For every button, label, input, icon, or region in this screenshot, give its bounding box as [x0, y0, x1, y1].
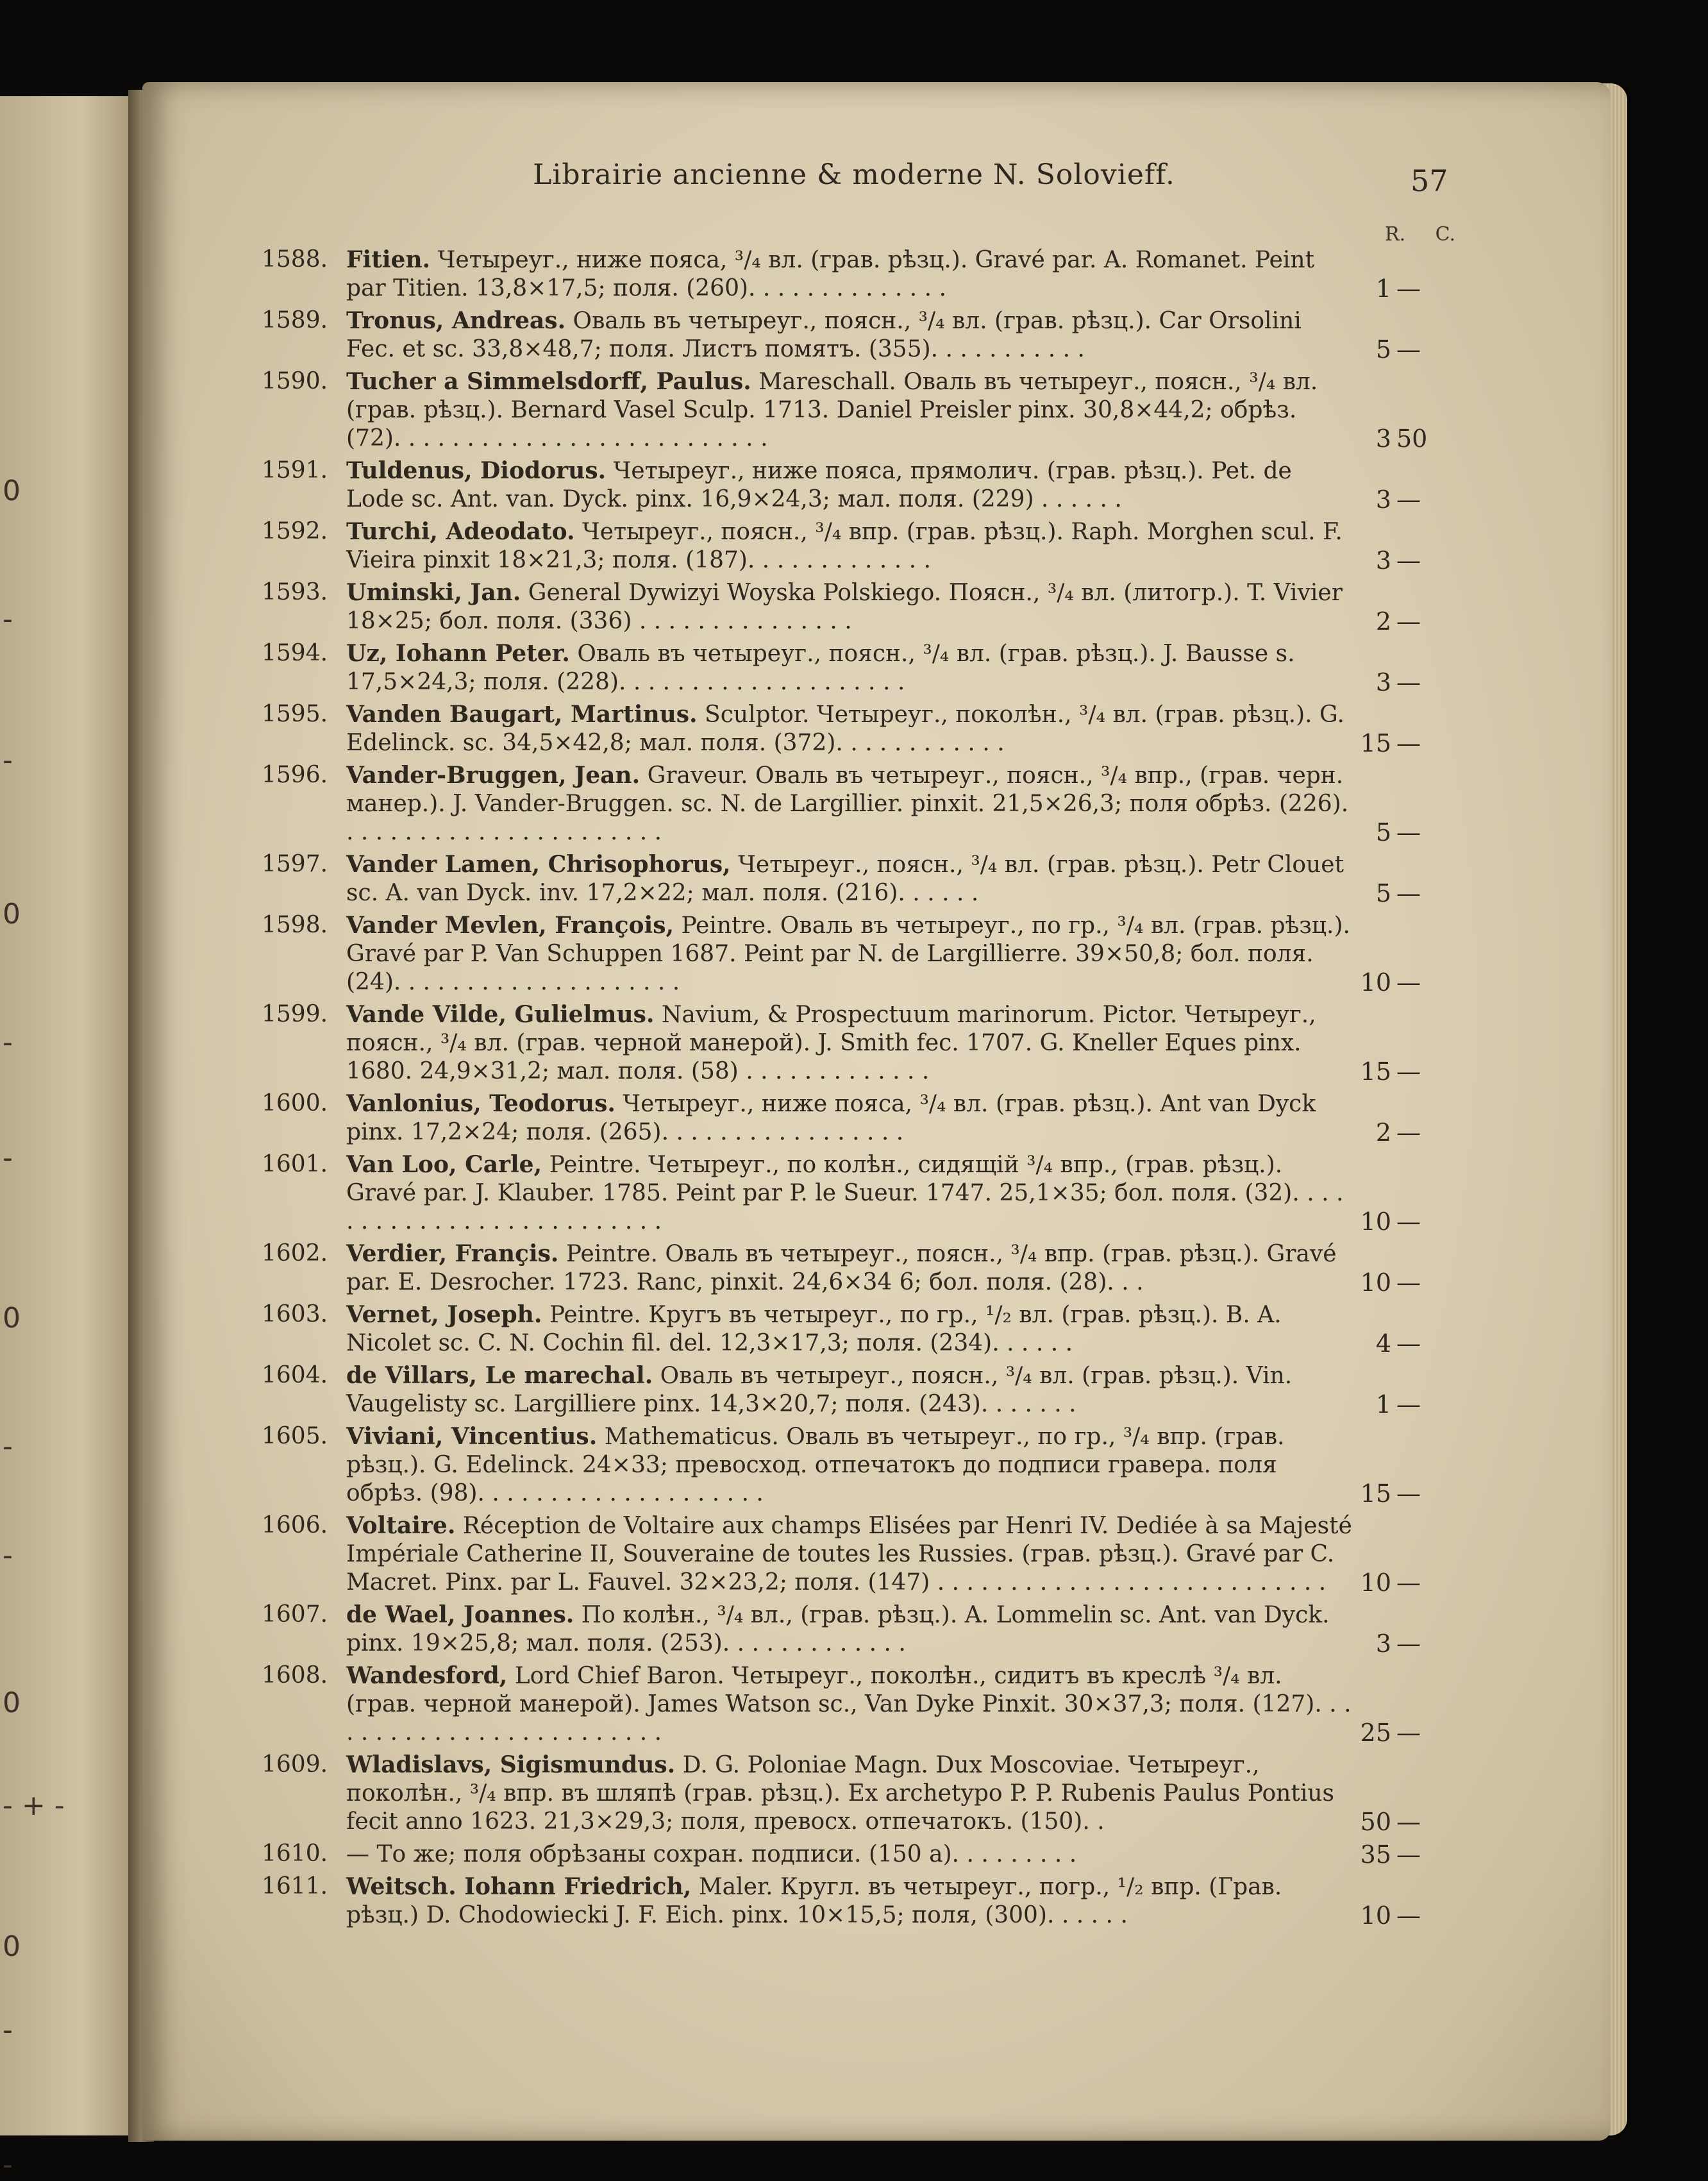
entry-text — [346, 1840, 1356, 1869]
catalog-entry — [0, 1751, 1708, 1836]
entry-number: 1597. — [262, 851, 328, 877]
entry-name: Verdier, Françis. — [346, 1240, 559, 1267]
entry-text — [346, 246, 1356, 303]
entry-price — [1360, 1569, 1455, 1597]
margin-mark: 0 — [3, 1930, 21, 1963]
entry-description: Оваль въ четыреуг., поясн., ³/₄ вл. (грав. рѣзц.). Vin. Vaugelisty sc. Largilliere pinx. 14,3×20,7; поля. (243). . . . . . . — [346, 1363, 1293, 1417]
entry-price — [1360, 729, 1455, 757]
entry-description: Оваль въ четыреуг., поясн., ³/₄ вл. (грав. рѣзц.). J. Bausse s. 17,5×24,3; поля. (228). . . . . . . . . . . . . . . . . . . . — [346, 641, 1295, 695]
price-kopecks: — — [1396, 1268, 1421, 1297]
entry-price — [1360, 1719, 1455, 1747]
entry-number: 1599. — [262, 1001, 328, 1027]
entry-number: 1594. — [262, 640, 328, 666]
entry-text — [346, 578, 1356, 636]
margin-mark: - — [3, 603, 13, 636]
catalog-entry — [0, 761, 1708, 846]
entry-number: 1593. — [262, 579, 328, 605]
entry-description: Peintre. Кругъ въ четыреуг., по гр., ¹/₂ вл. (грав. рѣзц.). B. A. Nicolet sc. C. N. Cochin fil. del. 12,3×17,3; поля. (234). . . . . . — [346, 1302, 1282, 1356]
entry-number: 1596. — [262, 762, 328, 788]
catalog-entry — [0, 307, 1708, 364]
entry-text — [346, 1873, 1356, 1930]
entry-description: Graveur. Оваль въ четыреуг., поясн., ³/₄ впр., (грав. черн. манер.). J. Vander-Bruggen. sc. N. de Largillier. pinxit. 21,5×26,3; поля обрѣз. (226). . . . . . . . . . . . . . . . . . . . . . . — [346, 762, 1349, 845]
catalog-entry — [0, 367, 1708, 453]
entry-description: Peintre. Четыреуг., по колѣн., сидящій ³/₄ впр., (грав. рѣзц.). Gravé par. J. Klauber. 1785. Peint par P. le Sueur. 1747. 25,1×35; бол. поля. (32). . . . . . . . . . . . . . . . . . . . . . . . . . — [346, 1152, 1344, 1234]
entry-price — [1366, 335, 1455, 364]
entry-name: Viviani, Vincentius. — [346, 1423, 598, 1450]
price-kopecks: — — [1396, 1901, 1421, 1930]
entry-price — [1366, 425, 1455, 453]
entry-price — [1366, 668, 1455, 696]
entry-name: Vande Vilde, Gulielmus. — [346, 1001, 655, 1028]
price-rubles: 25 — [1360, 1719, 1391, 1747]
entry-description: По колѣн., ³/₄ вл., (грав. рѣзц.). A. Lommelin sc. Ant. van Dyck. pinx. 19×25,8; мал. поля. (253). . . . . . . . . . . . . — [346, 1602, 1330, 1656]
margin-mark: 0 — [3, 475, 21, 507]
entry-text — [346, 1361, 1356, 1419]
margin-mark: - — [3, 1141, 13, 1174]
entry-text — [346, 911, 1356, 997]
price-rubles: 1 — [1375, 274, 1391, 303]
margin-mark: - — [3, 1026, 13, 1059]
entry-description: — То же; поля обрѣзаны сохран. подписи. (150 а). . . . . . . . . — [346, 1841, 1077, 1867]
price-rubles: 5 — [1375, 818, 1391, 846]
entry-text — [346, 1240, 1356, 1297]
entry-name: Van Loo, Carle, — [346, 1151, 542, 1178]
entry-text — [346, 1422, 1356, 1508]
price-kopecks: — — [1396, 1118, 1421, 1147]
entry-price — [1366, 607, 1455, 636]
catalog-entry — [0, 850, 1708, 907]
catalog-entry — [0, 1422, 1708, 1508]
price-kopecks: — — [1396, 1629, 1421, 1658]
entry-name: Tucher a Simmelsdorff, Paulus. — [346, 368, 751, 395]
price-kopecks: — — [1396, 1808, 1421, 1836]
price-rubles: 3 — [1375, 1629, 1391, 1658]
price-kopecks: — — [1396, 1390, 1421, 1419]
entry-description: Четыреуг., поясн., ³/₄ вл. (грав. рѣзц.). Petr Clouet sc. A. van Dyck. inv. 17,2×22; мал. поля. (216). . . . . . — [346, 852, 1344, 906]
entry-name: Uz, Iohann Peter. — [346, 640, 570, 667]
catalog-entry — [0, 1601, 1708, 1658]
price-rubles: 10 — [1360, 968, 1391, 997]
price-rubles: 35 — [1360, 1840, 1391, 1869]
margin-mark: 0 — [3, 898, 21, 931]
price-kopecks: — — [1396, 1840, 1421, 1869]
rubles-column-label: R. — [1385, 223, 1406, 246]
price-rubles: 10 — [1360, 1901, 1391, 1930]
entry-name: Wladislavs, Sigismundus. — [346, 1751, 676, 1778]
entry-name: Vernet, Joseph. — [346, 1301, 542, 1328]
entry-name: Uminski, Jan. — [346, 579, 521, 606]
entry-number: 1607. — [262, 1601, 328, 1628]
entry-number: 1610. — [262, 1840, 328, 1867]
entry-text — [346, 1090, 1356, 1147]
entry-number: 1604. — [262, 1362, 328, 1388]
catalog-entry — [0, 1090, 1708, 1147]
price-kopecks: — — [1396, 818, 1421, 846]
entry-text — [346, 639, 1356, 696]
entry-text — [346, 850, 1356, 907]
entry-number: 1603. — [262, 1301, 328, 1327]
margin-mark: 0 — [3, 1302, 21, 1335]
entry-price — [1366, 546, 1455, 575]
entry-description: D. G. Poloniae Magn. Dux Moscoviae. Четыреуг., поколѣн., ³/₄ впр. въ шляпѣ (грав. рѣзц.). Ex archetypo P. P. Rubenis Paulus Pontius fecit anno 1623. 21,3×29,3; поля, превосх. отпечатокъ. (150). . — [346, 1752, 1335, 1835]
price-rubles: 2 — [1375, 607, 1391, 636]
price-kopecks: — — [1396, 1719, 1421, 1747]
price-kopecks: — — [1396, 668, 1421, 696]
entry-number: 1606. — [262, 1512, 328, 1538]
entry-text — [346, 1601, 1356, 1658]
entry-number: 1589. — [262, 307, 328, 333]
entry-name: Vander Lamen, Chrisophorus, — [346, 851, 731, 878]
entry-price — [1366, 1329, 1455, 1358]
catalog-entry — [0, 1873, 1708, 1930]
entry-description: Четыреуг., ниже пояса, ³/₄ вл. (грав. рѣзц.). Gravé par. A. Romanet. Peint par Titien. 13,8×17,5; поля. (260). . . . . . . . . . . . . . — [346, 247, 1315, 301]
entry-price — [1366, 1390, 1455, 1419]
price-kopecks: — — [1396, 1569, 1421, 1597]
entry-price — [1366, 818, 1455, 846]
price-rubles: 15 — [1360, 1057, 1391, 1086]
kopecks-column-label: C. — [1435, 223, 1455, 246]
catalog-entry — [0, 1000, 1708, 1086]
catalog-entry — [0, 578, 1708, 636]
entry-name: Fitien. — [346, 246, 431, 273]
entry-name: Tronus, Andreas. — [346, 307, 566, 334]
entry-name: Vander Mevlen, François, — [346, 912, 674, 939]
entry-description: Maler. Кругл. въ четыреуг., погр., ¹/₂ впр. (Грав. рѣзц.) D. Chodowiecki J. F. Eich. pinx. 10×15,5; поля, (300). . . . . . — [346, 1874, 1282, 1928]
margin-mark: - — [3, 2148, 13, 2181]
margin-mark: - — [3, 744, 13, 777]
price-kopecks: — — [1396, 274, 1421, 303]
catalog-entry — [0, 457, 1708, 514]
entry-description: Navium, & Prospectuum marinorum. Pictor. Четыреуг., поясн., ³/₄ вл. (грав. черной манерой). J. Smith fec. 1707. G. Kneller Eques pinx. 1680. 24,9×31,2; мал. поля. (58) . . . . . . . . . . . . . — [346, 1002, 1316, 1084]
catalog-entry — [0, 1150, 1708, 1236]
margin-mark: - — [3, 1539, 13, 1572]
entry-text — [346, 1301, 1356, 1358]
price-kopecks: — — [1396, 1479, 1421, 1508]
entry-number: 1588. — [262, 246, 328, 273]
price-rubles: 3 — [1375, 425, 1391, 453]
entry-text — [346, 1512, 1356, 1597]
entry-description: Réception de Voltaire aux champs Elisées par Henri IV. Dediée à sa Majesté Impériale Catherine II, Souveraine de toutes les Russies. (грав. рѣзц.). Gravé par C. Macret. Pinx. par L. Fauvel. 32×23,2; поля. (147) . . . . . . . . . . . . . . . . . . . . . . . . . . . — [346, 1513, 1352, 1596]
price-kopecks: — — [1396, 1329, 1421, 1358]
entry-description: Mathematicus. Оваль въ четыреуг., по гр., ³/₄ впр. (грав. рѣзц.). G. Edelinck. 24×33; превосход. отпечатокъ до подписи гравера. поля обрѣз. (98). . . . . . . . . . . . . . . . . . . . — [346, 1424, 1285, 1506]
price-rubles: 1 — [1375, 1390, 1391, 1419]
entry-text — [346, 700, 1356, 757]
price-rubles: 2 — [1375, 1118, 1391, 1147]
entry-description: Peintre. Оваль въ четыреуг., поясн., ³/₄ впр. (грав. рѣзц.). Gravé par. E. Desrocher. 1723. Ranc, pinxit. 24,6×34 6; бол. поля. (28). . . — [346, 1241, 1337, 1295]
price-kopecks: — — [1396, 968, 1421, 997]
price-rubles: 5 — [1375, 335, 1391, 364]
catalog-entry — [0, 1662, 1708, 1747]
price-kopecks: — — [1396, 607, 1421, 636]
entry-text — [346, 1000, 1356, 1086]
price-rubles: 10 — [1360, 1569, 1391, 1597]
entry-price — [1360, 1057, 1455, 1086]
margin-mark: - — [3, 1430, 13, 1463]
entry-description: General Dywizyi Woyska Polskiego. Поясн., ³/₄ вл. (литогр.). T. Vivier 18×25; бол. поля. (336) . . . . . . . . . . . . . . . — [346, 580, 1343, 634]
margin-mark: - + - — [3, 1789, 65, 1822]
entry-description: Четыреуг., ниже пояса, ³/₄ вл. (грав. рѣзц.). Ant van Dyck pinx. 17,2×24; поля. (265). . . . . . . . . . . . . . . . . — [346, 1091, 1316, 1145]
entry-price — [1360, 1208, 1455, 1236]
entry-name: de Wael, Joannes. — [346, 1601, 574, 1628]
entry-name: Turchi, Adeodato. — [346, 518, 575, 545]
entry-text — [346, 1150, 1356, 1236]
entry-description: Lord Chief Baron. Четыреуг., поколѣн., сидитъ въ креслѣ ³/₄ вл. (грав. черной манерой). James Watson sc., Van Dyke Pinxit. 30×37,3; поля. (127). . . . . . . . . . . . . . . . . . . . . . . . . — [346, 1663, 1352, 1746]
entry-price — [1360, 1479, 1455, 1508]
entry-number: 1600. — [262, 1090, 328, 1116]
entry-number: 1592. — [262, 518, 328, 544]
price-kopecks: — — [1396, 335, 1421, 364]
entry-number: 1602. — [262, 1240, 328, 1267]
price-rubles: 10 — [1360, 1268, 1391, 1297]
entry-number: 1595. — [262, 701, 328, 727]
entry-price — [1366, 1629, 1455, 1658]
entry-number: 1609. — [262, 1751, 328, 1778]
catalog-entry — [0, 1240, 1708, 1297]
entry-name: Vander-Bruggen, Jean. — [346, 762, 640, 789]
margin-mark: - — [3, 2014, 13, 2046]
price-kopecks: 50 — [1396, 425, 1428, 453]
catalog-entry — [0, 911, 1708, 997]
entry-price — [1360, 968, 1455, 997]
margin-mark: 0 — [3, 1687, 21, 1719]
running-header: Librairie ancienne & moderne N. Solovieff. — [533, 158, 1175, 191]
entry-number: 1611. — [262, 1873, 328, 1899]
entry-text — [346, 367, 1356, 453]
price-rubles: 3 — [1375, 668, 1391, 696]
price-column-header — [1385, 223, 1455, 246]
entry-name: Voltaire. — [346, 1512, 456, 1539]
entry-name: Weitsch. Iohann Friedrich, — [346, 1873, 692, 1900]
catalog-entry — [0, 700, 1708, 757]
price-kopecks: — — [1396, 729, 1421, 757]
entry-price — [1360, 1901, 1455, 1930]
page-number: 57 — [1411, 164, 1448, 198]
entry-number: 1601. — [262, 1151, 328, 1177]
catalog-entries — [0, 246, 1708, 1933]
entry-name: Vanlonius, Teodorus. — [346, 1090, 615, 1117]
catalog-entry — [0, 639, 1708, 696]
catalog-entry — [0, 246, 1708, 303]
catalog-entry — [0, 518, 1708, 575]
price-rubles: 3 — [1375, 546, 1391, 575]
price-kopecks: — — [1396, 879, 1421, 907]
entry-name: Vanden Baugart, Martinus. — [346, 701, 698, 728]
price-rubles: 4 — [1375, 1329, 1391, 1358]
price-rubles: 15 — [1360, 729, 1391, 757]
entry-price — [1366, 274, 1455, 303]
price-rubles: 50 — [1360, 1808, 1391, 1836]
price-rubles: 10 — [1360, 1208, 1391, 1236]
entry-price — [1366, 879, 1455, 907]
price-rubles: 5 — [1375, 879, 1391, 907]
price-kopecks: — — [1396, 1208, 1421, 1236]
entry-price — [1360, 1840, 1455, 1869]
entry-number: 1591. — [262, 457, 328, 484]
catalog-entry — [0, 1840, 1708, 1869]
entry-name: Wandesford, — [346, 1662, 508, 1689]
price-kopecks: — — [1396, 546, 1421, 575]
catalog-entry — [0, 1361, 1708, 1419]
entry-description: Четыреуг., поясн., ³/₄ впр. (грав. рѣзц.). Raph. Morghen scul. F. Vieira pinxit 18×21,3; поля. (187). . . . . . . . . . . . . — [346, 519, 1343, 573]
price-kopecks: — — [1396, 1057, 1421, 1086]
entry-text — [346, 457, 1356, 514]
price-kopecks: — — [1396, 485, 1421, 514]
entry-number: 1605. — [262, 1423, 328, 1449]
entry-price — [1360, 1808, 1455, 1836]
entry-text — [346, 1751, 1356, 1836]
entry-text — [346, 761, 1356, 846]
catalog-entry — [0, 1301, 1708, 1358]
catalog-entry — [0, 1512, 1708, 1597]
entry-name: de Villars, Le marechal. — [346, 1362, 653, 1389]
entry-description: Оваль въ четыреуг., поясн., ³/₄ вл. (грав. рѣзц.). Car Orsolini Fec. et sc. 33,8×48,7; поля. Листъ помятъ. (355). . . . . . . . . . . — [346, 308, 1302, 362]
entry-description: Peintre. Оваль въ четыреуг., по гр., ³/₄ вл. (грав. рѣзц.). Gravé par P. Van Schuppen 1687. Peint par N. de Largillierre. 39×50,8; бол. поля. (24). . . . . . . . . . . . . . . . . . . . — [346, 913, 1350, 995]
entry-text — [346, 307, 1356, 364]
entry-description: Четыреуг., ниже пояса, прямолич. (грав. рѣзц.). Pet. de Lode sc. Ant. van. Dyck. pinx. 16,9×24,3; мал. поля. (229) . . . . . . — [346, 458, 1292, 512]
entry-number: 1590. — [262, 368, 328, 394]
entry-description: Sculptor. Четыреуг., поколѣн., ³/₄ вл. (грав. рѣзц.). G. Edelinck. sc. 34,5×42,8; мал. поля. (372). . . . . . . . . . . . — [346, 702, 1344, 756]
price-rubles: 15 — [1360, 1479, 1391, 1508]
entry-price — [1360, 1268, 1455, 1297]
entry-text — [346, 1662, 1356, 1747]
entry-price — [1366, 1118, 1455, 1147]
entry-number: 1608. — [262, 1662, 328, 1688]
entry-name: Tuldenus, Diodorus. — [346, 457, 607, 484]
entry-text — [346, 518, 1356, 575]
entry-price — [1366, 485, 1455, 514]
price-rubles: 3 — [1375, 485, 1391, 514]
entry-number: 1598. — [262, 912, 328, 938]
entry-description: Mareschall. Оваль въ четыреуг., поясн., ³/₄ вл. (грав. рѣзц.). Bernard Vasel Sculp. 1713. Daniel Preisler pinx. 30,8×44,2; обрѣз. (72). . . . . . . . . . . . . . . . . . . . . . . . . . — [346, 369, 1318, 451]
